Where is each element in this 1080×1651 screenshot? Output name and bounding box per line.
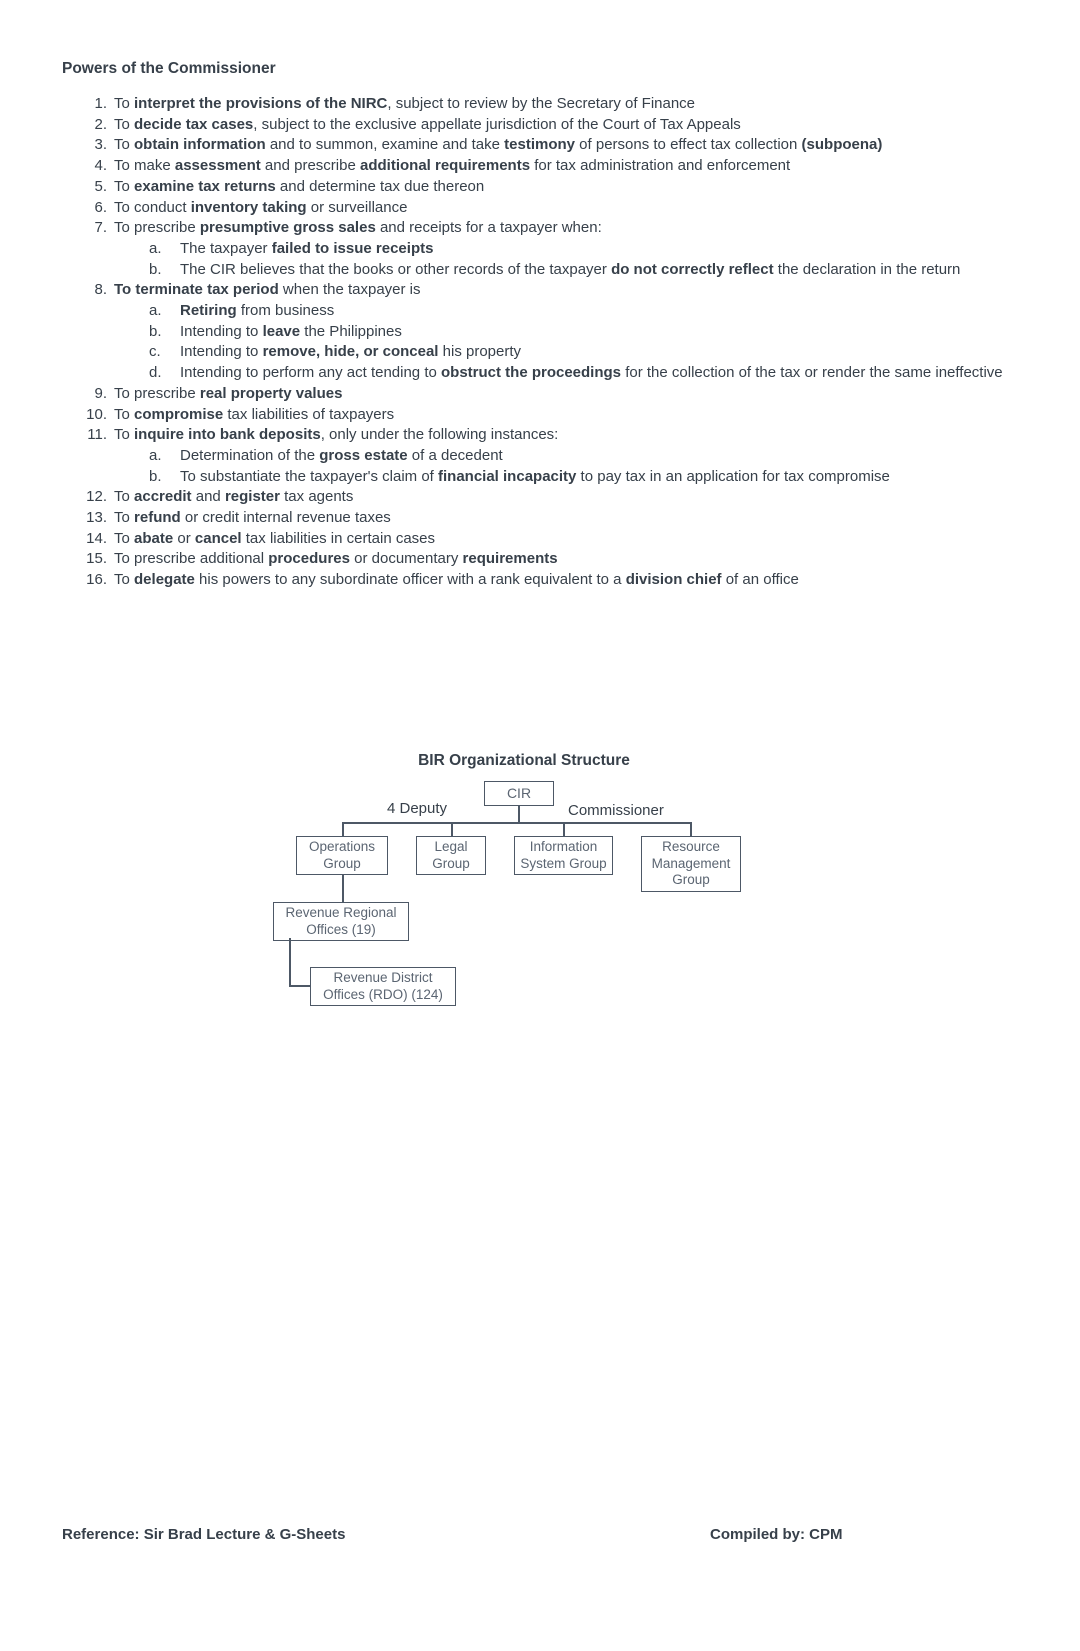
list-item (85, 115, 1011, 136)
sub-list-item (85, 446, 1011, 467)
item-marker: 12. (86, 488, 107, 506)
item-text (114, 156, 1011, 177)
bold-text-segment: abate (134, 529, 174, 547)
text-segment: Determination of the (180, 446, 320, 464)
item-text (114, 177, 1011, 198)
page-title: Powers of the Commissioner (62, 60, 276, 77)
bold-text-segment: compromise (134, 405, 224, 423)
bold-text-segment: leave (262, 322, 301, 340)
item-marker: a. (149, 239, 162, 257)
text-segment: tax liabilities of taxpayers (223, 405, 395, 423)
item-text (180, 363, 1011, 384)
sub-list-item (85, 301, 1011, 322)
list-item (85, 529, 1011, 550)
bold-text-segment: obstruct the proceedings (441, 364, 622, 382)
item-marker: 14. (86, 529, 107, 547)
text-segment: of persons to effect tax collection (575, 136, 802, 154)
item-marker: 11. (87, 426, 107, 444)
item-text (180, 239, 1011, 260)
text-segment: tax agents (279, 488, 354, 506)
diagram-title: BIR Organizational Structure (418, 752, 630, 769)
text-segment: and (191, 488, 225, 506)
bold-text-segment: (subpoena) (801, 136, 883, 154)
item-text (114, 549, 1011, 570)
text-segment: and receipts for a taxpayer when: (375, 219, 602, 237)
text-segment: To conduct (114, 198, 191, 216)
text-segment: or credit internal revenue taxes (180, 509, 391, 527)
text-segment: To (114, 177, 135, 195)
footer-compiled-by: Compiled by: CPM (710, 1526, 843, 1543)
list-item (85, 177, 1011, 198)
bold-text-segment: requirements (462, 550, 558, 568)
list-item (85, 156, 1011, 177)
bold-text-segment: examine tax returns (134, 177, 276, 195)
item-text (114, 280, 1011, 301)
item-marker: a. (149, 302, 162, 320)
text-segment: and prescribe (260, 157, 360, 175)
list-item (85, 94, 1011, 115)
item-marker: 13. (86, 509, 107, 527)
text-segment: from business (236, 302, 335, 320)
item-text (180, 260, 1011, 281)
text-segment: for tax administration and enforcement (530, 157, 791, 175)
text-segment: The CIR believes that the books or other records of the taxpayer (180, 260, 612, 278)
bold-text-segment: assessment (174, 157, 261, 175)
bold-text-segment: interpret the provisions of the NIRC (134, 95, 388, 112)
text-segment: To make (114, 157, 175, 175)
text-segment: for the collection of the tax or render the same ineffective (621, 364, 1003, 382)
item-marker: 1. (94, 95, 107, 112)
list-item (85, 405, 1011, 426)
item-text (114, 384, 1011, 405)
text-segment: or surveillance (306, 198, 408, 216)
bold-text-segment: cancel (194, 529, 242, 547)
connector-line (451, 822, 453, 836)
item-marker: c. (149, 343, 161, 361)
item-marker: 15. (86, 550, 107, 568)
text-segment: , subject to the exclusive appellate jurisdiction of the Court of Tax Appeals (253, 115, 741, 133)
item-text (114, 508, 1011, 529)
item-text (114, 115, 1011, 136)
sub-list-item (85, 342, 1011, 363)
item-marker: 4. (94, 157, 107, 175)
text-segment: To (114, 405, 135, 423)
bold-text-segment: testimony (504, 136, 576, 154)
text-segment: Intending to perform any act tending to (180, 364, 441, 382)
footer-reference: Reference: Sir Brad Lecture & G-Sheets (62, 1526, 346, 1543)
connector-line (690, 822, 692, 836)
item-marker: 7. (94, 219, 107, 237)
org-node-information-system-group: Information System Group (514, 836, 613, 875)
sub-list-item (85, 467, 1011, 488)
item-marker: 10. (86, 405, 107, 423)
bold-text-segment: do not correctly reflect (611, 260, 774, 278)
connector-line (289, 938, 291, 986)
text-segment: To (114, 115, 135, 133)
bold-text-segment: inventory taking (190, 198, 307, 216)
text-segment: when the taxpayer is (278, 281, 421, 299)
org-node-resource-management-group: Resource Management Group (641, 836, 741, 892)
item-marker: 9. (94, 384, 107, 402)
text-segment: tax liabilities in certain cases (241, 529, 436, 547)
org-node-revenue-district-offices: Revenue District Offices (RDO) (124) (310, 967, 456, 1006)
item-marker: a. (149, 446, 162, 464)
text-segment: Intending to (180, 322, 263, 340)
item-marker: b. (149, 467, 162, 485)
sub-list-item (85, 239, 1011, 260)
org-node-legal-group: Legal Group (416, 836, 486, 875)
item-marker: 5. (94, 177, 107, 195)
bold-text-segment: failed to issue receipts (271, 239, 434, 257)
connector-line (563, 822, 565, 836)
item-marker: 2. (94, 115, 107, 133)
bold-text-segment: delegate (134, 571, 195, 589)
text-segment: To prescribe additional (114, 550, 269, 568)
item-text (114, 570, 1011, 591)
text-segment: of a decedent (407, 446, 503, 464)
connector-line (342, 822, 692, 824)
item-text (180, 467, 1011, 488)
bold-text-segment: additional requirements (360, 157, 531, 175)
text-segment: and to summon, examine and take (265, 136, 505, 154)
item-text (114, 405, 1011, 426)
bold-text-segment: procedures (268, 550, 350, 568)
bold-text-segment: inquire into bank deposits (134, 426, 321, 444)
text-segment: to pay tax in an application for tax compromise (576, 467, 890, 485)
bold-text-segment: presumptive gross sales (199, 219, 376, 237)
list-item (85, 570, 1011, 591)
bold-text-segment: decide tax cases (134, 115, 254, 133)
bold-text-segment: accredit (134, 488, 192, 506)
item-marker: 16. (86, 571, 107, 589)
text-segment: To prescribe (114, 384, 200, 402)
item-marker: b. (149, 260, 162, 278)
sub-list-item (85, 260, 1011, 281)
bold-text-segment: Retiring (180, 302, 237, 320)
text-segment: , subject to review by the Secretary of Finance (387, 95, 696, 112)
text-segment: To (114, 136, 135, 154)
list-item (85, 508, 1011, 529)
text-segment: , only under the following instances: (320, 426, 559, 444)
item-text (180, 322, 1011, 343)
connector-line (518, 806, 520, 822)
text-segment: the declaration in the return (773, 260, 961, 278)
label-4-deputy: 4 Deputy (387, 800, 448, 817)
text-segment: To (114, 571, 135, 589)
powers-list (85, 94, 1011, 591)
text-segment: of an office (721, 571, 799, 589)
connector-line (342, 822, 344, 836)
bold-text-segment: division chief (625, 571, 722, 589)
text-segment: To (114, 488, 135, 506)
item-text (114, 529, 1011, 550)
text-segment: or (173, 529, 195, 547)
label-commissioner: Commissioner (568, 802, 664, 819)
text-segment: and determine tax due thereon (275, 177, 485, 195)
text-segment: To (114, 509, 135, 527)
list-item (85, 425, 1011, 446)
item-text (114, 425, 1011, 446)
sub-list-item (85, 363, 1011, 384)
list-item (85, 198, 1011, 219)
item-marker: 6. (94, 198, 107, 216)
bold-text-segment: financial incapacity (438, 467, 577, 485)
text-segment: The taxpayer (180, 239, 272, 257)
list-item (85, 218, 1011, 239)
connector-line (289, 985, 310, 987)
org-node-revenue-regional-offices: Revenue Regional Offices (19) (273, 902, 409, 941)
list-item (85, 549, 1011, 570)
org-node-cir: CIR (484, 781, 554, 806)
item-text (180, 342, 1011, 363)
bold-text-segment: gross estate (319, 446, 408, 464)
text-segment: To (114, 529, 135, 547)
text-segment: the Philippines (300, 322, 402, 340)
list-item (85, 384, 1011, 405)
item-marker: 3. (94, 136, 107, 154)
item-marker: 8. (94, 281, 107, 299)
list-item (85, 135, 1011, 156)
item-marker: d. (149, 364, 162, 382)
item-text (180, 446, 1011, 467)
bold-text-segment: To terminate tax period (114, 281, 279, 299)
text-segment: To prescribe (114, 219, 200, 237)
bold-text-segment: refund (134, 509, 181, 527)
item-marker: b. (149, 322, 162, 340)
text-segment: his powers to any subordinate officer with a rank equivalent to a (194, 571, 626, 589)
text-segment: To substantiate the taxpayer's claim of (180, 467, 438, 485)
text-segment: or documentary (349, 550, 463, 568)
connector-line (342, 874, 344, 902)
text-segment: his property (438, 343, 522, 361)
text-segment: To (114, 95, 135, 112)
bold-text-segment: real property values (199, 384, 343, 402)
sub-list-item (85, 322, 1011, 343)
bold-text-segment: remove, hide, or conceal (262, 343, 439, 361)
item-text (114, 218, 1011, 239)
org-chart (0, 750, 1080, 1040)
item-text (180, 301, 1011, 322)
item-text (114, 135, 1011, 156)
list-item (85, 280, 1011, 301)
text-segment: To (114, 426, 135, 444)
list-item (85, 487, 1011, 508)
org-node-operations-group: Operations Group (296, 836, 388, 875)
text-segment: Intending to (180, 343, 263, 361)
bold-text-segment: register (224, 488, 280, 506)
item-text (114, 94, 1011, 115)
item-text (114, 198, 1011, 219)
item-text (114, 487, 1011, 508)
bold-text-segment: obtain information (134, 136, 266, 154)
